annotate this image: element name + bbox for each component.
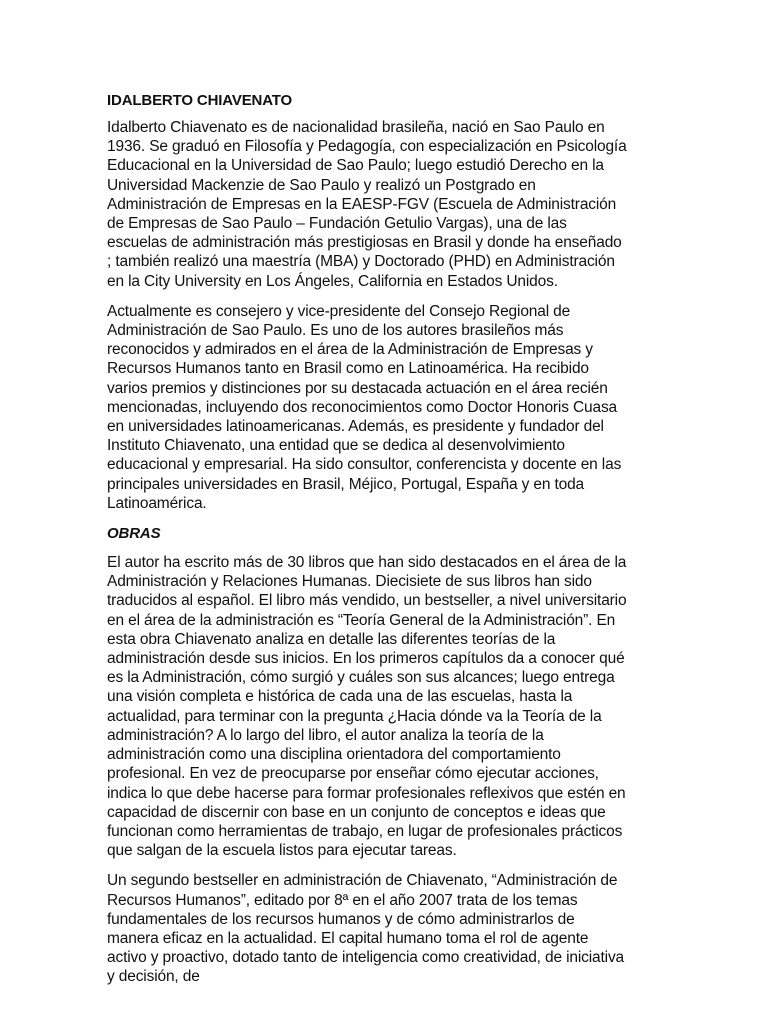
document-title: IDALBERTO CHIAVENATO <box>107 92 293 109</box>
section-heading-obras: OBRAS <box>107 525 161 543</box>
paragraph-obras-recursos-humanos: Un segundo bestseller en administración de Chiavenato, “Administración de Recursos Humanos”, editado por 8ª en el año 2007 trata de los temas fundamentales de los recursos humanos y de cómo administrarlos de manera eficaz en la actualidad. El capital humano toma el rol de agente activo y proactivo, dotado tanto de inteligencia como creatividad, de iniciativa y decisión, de <box>107 872 625 986</box>
paragraph-biography: Idalberto Chiavenato es de nacionalidad brasileña, nació en Sao Paulo en 1936. Se graduó en Filosofía y Pedagogía, con especialización en Psicología Educacional en la Universidad de Sao Paulo; luego estudió Derecho en la Universidad Mackenzie de Sao Paulo y realizó un Postgrado en Administración de Empresas en la EAESP-FGV (Escuela de Administración de Empresas de Sao Paulo – Fundación Getulio Vargas), una de las escuelas de administración más prestigiosas en Brasil y donde ha enseñado ; también realizó una maestría (MBA) y Doctorado (PHD) en Administración en la City University en Los Ángeles, California en Estados Unidos. <box>107 119 627 290</box>
document-body <box>107 91 629 998</box>
paragraph-current-roles: Actualmente es consejero y vice-presidente del Consejo Regional de Administración de Sao Paulo. Es uno de los autores brasileños más reconocidos y admirados en el área de la Administración de Empresas y Recursos Humanos tanto en Brasil como en Latinoamérica. Ha recibido varios premios y distinciones por su destacada actuación en el área recién mencionadas, incluyendo dos reconocimientos como Doctor Honoris Cuasa en universidades latinoamericanas. Además, es presidente y fundador del Instituto Chiavenato, una entidad que se dedica al desenvolvimiento educacional y empresarial. Ha sido consultor, conferencista y docente en las principales universidades en Brasil, Méjico, Portugal, España y en toda Latinoamérica. <box>107 302 622 512</box>
paragraph-obras-teoria-general: El autor ha escrito más de 30 libros que han sido destacados en el área de la Administración y Relaciones Humanas. Diecisiete de sus libros han sido traducidos al español. El libro más vendido, un bestseller, a nivel universitario en el área de la administración es “Teoría General de la Administración”. En esta obra Chiavenato analiza en detalle las diferentes teorías de la administración desde sus inicios. En los primeros capítulos da a conocer qué es la Administración, cómo surgió y cuáles son sus alcances; luego entrega una visión completa e histórica de cada una de las escuelas, hasta la actualidad, para terminar con la pregunta ¿Hacia dónde va la Teoría de la administración? A lo largo del libro, el autor analiza la teoría de la administración como una disciplina orientadora del comportamiento profesional. En vez de preocuparse por enseñar cómo ejecutar acciones, indica lo que debe hacerse para formar profesionales reflexivos que estén en capacidad de discernir con base en un conjunto de conceptos e ideas que funcionan como herramientas de trabajo, en lugar de profesionales prácticos que salgan de la escuela listos para ejecutar tareas. <box>107 554 627 860</box>
